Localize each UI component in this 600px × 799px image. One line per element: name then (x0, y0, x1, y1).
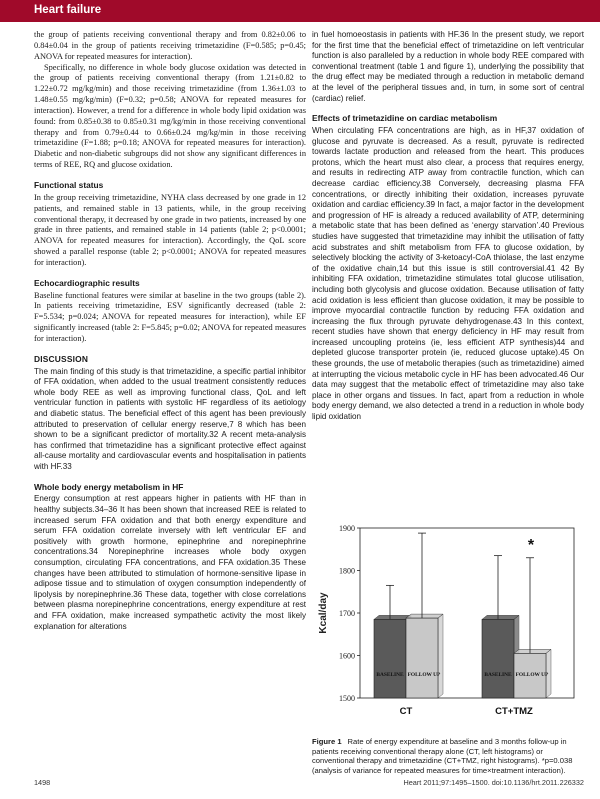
bar (406, 618, 438, 698)
y-tick-label: 1900 (339, 524, 355, 533)
y-tick-label: 1700 (339, 609, 355, 618)
figure-caption (312, 737, 584, 775)
bar-label: BASELINE (484, 672, 512, 678)
y-axis-label: Kcal/day (318, 592, 329, 634)
left-column-heading: Functional status (34, 179, 104, 190)
right-column (312, 30, 584, 423)
section-title: Heart failure (34, 4, 102, 16)
left-column-paragraph: In the group receiving trimetazidine, NYHA class decreased by one grade in 12 patients, and remained stable in 13 patients, while, in the group receiving conventional therapy, it decreased by one grade in two patients, increased by one grade in three patients, and remained stable in 14 patients (table 2; p<0.0001; ANOVA for repeated measures for interaction). Accordingly, the QoL score showed a parallel response (table 2; p<0.0001; ANOVA for repeated measures for interaction). (34, 192, 306, 267)
left-column-paragraph: Specifically, no difference in whole body glucose oxidation was detected in the group of patients receiving conventional therapy (from 1.21±0.82 to 1.22±0.72 mg/kg/min) and those receiving trimetazidine (from 1.36±1.03 to 1.48±0.55 mg/kg/min) (F=0.32; p=0.58; ANOVA for repeated measures for interaction). However, a trend for a difference in whole body lipid oxidation was found: from 0.85±0.38 to 0.85±0.31 mg/kg/min in those receiving conventional therapy and from 0.79±0.44 to 0.66±0.24 mg/kg/min in those receiving trimetazidine (F=1.88; p=0.18; ANOVA for repeated measures for interaction). Diabetic and non-diabetic subgroups did not show any significant differences in terms of REE, RQ and glucose oxidation. (34, 62, 306, 170)
left-column-heading: DISCUSSION (34, 353, 89, 364)
bar-side (438, 614, 443, 698)
figure-1-chart (312, 520, 584, 730)
significance-marker: * (527, 537, 535, 554)
bar (482, 619, 514, 698)
right-column-paragraph: When circulating FFA concentrations are high, as in HF,37 oxidation of glucose and pyruvate is decreased. As a result, pyruvate is redirected towards lactate production and released from the heart. This produces protons, which the heart must also clear, a process that requires energy, and results in redirecting ATP away from contractile function, which can decrease cardiac efficiency.38 Conversely, decreasing plasma FFA concentrations, or directly inhibiting their oxidation, increases pyruvate oxidation and cardiac efficiency.39 In fact, a major factor in the development and progression of HF is already a reduced availability of ATP, determining a metabolic state that has been defined as ‘energy starvation’.40 Previous studies have suggested that trimetazidine may inhibit the utilisation of fatty acid substrates and shift metabolism from FFA to glucose oxidation, by selectively blocking the activity of 3-ketoacyl-CoA thiolase, the last enzyme of the oxidative chain,14 but this issue is still controversial.41 42 By inhibiting FFA oxidation, trimetazidine stimulates total glucose utilisation, including both glycolysis and glucose oxidation. Because utilisation of fatty acid oxidation is less efficient than glucose oxidation, it may be possible to improve myocardial contractile function by reducing FFA oxidation and increasing the flux through pyruvate dehydrogenase.43 In this context, recent studies have shown that energy deficiency in HF may result from increased uncoupling proteins (ie, less efficient ATP synthesis)44 and depleted glucose transporter protein (ie, reduced glucose uptake).45 On these grounds, the use of metabolic therapies (such as trimetazidine) aimed at interrupting the vicious metabolic cycle in HF has been advocated.46 Our data may suggest that the metabolic effect of trimetazidine may also take place in other organs and tissues. In fact, apart from a reduction in whole body energy demand, we also detected a trend in a reduction in whole body lipid oxidation (312, 126, 584, 422)
bar-top (514, 649, 551, 653)
group-label: CT (399, 706, 413, 717)
left-column-paragraph: Baseline functional features were similar at baseline in the two groups (table 2). In patients receiving trimetazidine, ESV significantly decreased (table 2: F=5.534; p=0.024; ANOVA for repeated measures for interaction), while EF significantly increased (table 2: F=5.845; p=0.02; ANOVA for repeated measures for interaction). (34, 290, 306, 343)
bar-top (482, 615, 519, 619)
bar-label: BASELINE (376, 672, 404, 678)
y-tick-label: 1500 (339, 694, 355, 703)
right-column-heading: Effects of trimetazidine on cardiac metabolism (312, 113, 498, 124)
bar (374, 619, 406, 698)
left-column-paragraph: the group of patients receiving conventional therapy and from 0.82±0.06 to 0.84±0.04 in the group of patients receiving trimetazidine (F=0.585; p=0.45; ANOVA for repeated measures for interaction). (34, 30, 306, 61)
page-footer (34, 778, 584, 790)
left-column-paragraph: The main finding of this study is that trimetazidine, a specific partial inhibitor of FFA oxidation, when added to the usual treatment consistently reduces whole body REE as well as improving functional class, QoL and left ventricular function in patients with systolic HF regardless of its aetiology and diabetic status. The beneficial effect of this agent has been previously attributed to preservation of cellular energy reserve,7 8 which has been shown to be a significant predictor of mortality.32 A recent meta-analysis has confirmed that trimetazidine has a significant protective effect against all-cause mortality and cardiovascular events and hospitalisation in patients with HF.33 (34, 366, 306, 471)
y-tick-label: 1800 (339, 566, 355, 576)
left-column (34, 30, 306, 632)
y-tick-label: 1600 (339, 651, 355, 661)
left-column-heading: Whole body energy metabolism in HF (34, 481, 184, 492)
page-number: 1498 (34, 778, 51, 787)
figure-caption-text: Rate of energy expenditure at baseline and 3 months follow-up in patients receiving conventional therapy alone (CT, left histograms) or conventional therapy and trimetazidine (CT+TMZ, right histograms). *p=0.038 (analysis of variance for repeated measures for time×treatment interaction). (312, 737, 573, 775)
bar-label: FOLLOW UP (407, 672, 441, 678)
bar-label: FOLLOW UP (515, 672, 549, 678)
group-label: CT+TMZ (495, 706, 533, 717)
bar-top (374, 615, 411, 619)
left-column-heading: Echocardiographic results (34, 277, 140, 288)
journal-citation: Heart 2011;97:1495–1500. doi:10.1136/hrt.2011.226332 (403, 778, 584, 787)
right-column-paragraph: in fuel homoeostasis in patients with HF.36 In the present study, we report for the first time that the beneficial effect of trimetazidine on left ventricular function is also paralleled by a reduction in whole body REE compared with conventional treatment (table 1 and figure 1), underlying the possibility that the drug effect may be mediated through a reduction in metabolic demand at the level of the peripheral tissues and, in turn, in some sort of central (cardiac) relief. (312, 30, 584, 103)
section-header-bar (0, 0, 600, 22)
figure-label: Figure 1 (312, 737, 342, 746)
bar-top (406, 614, 443, 618)
left-column-paragraph: Energy consumption at rest appears higher in patients with HF than in healthy subjects.34–36 It has been shown that increased REE is related to increased serum FFA oxidation and that both energy expenditure and serum FFA oxidation correlate inversely with left ventricular EF and positively with growth hormone, epinephrine and norepinephrine concentrations.34 Norepinephrine increases whole body oxygen consumption, circulating FFA concentrations, and FFA oxidation.35 These changes have been attributed to stimulation of hormone-sensitive lipase in adipose tissue and to stimulation of oxygen consumption independently of lipolysis by norepinephrine.36 These data, together with close correlations between plasma norepinephrine concentrations, energy expenditure at rest and FFA oxidation, make increased sympathetic activity the most likely explanation for alterations (34, 494, 306, 631)
